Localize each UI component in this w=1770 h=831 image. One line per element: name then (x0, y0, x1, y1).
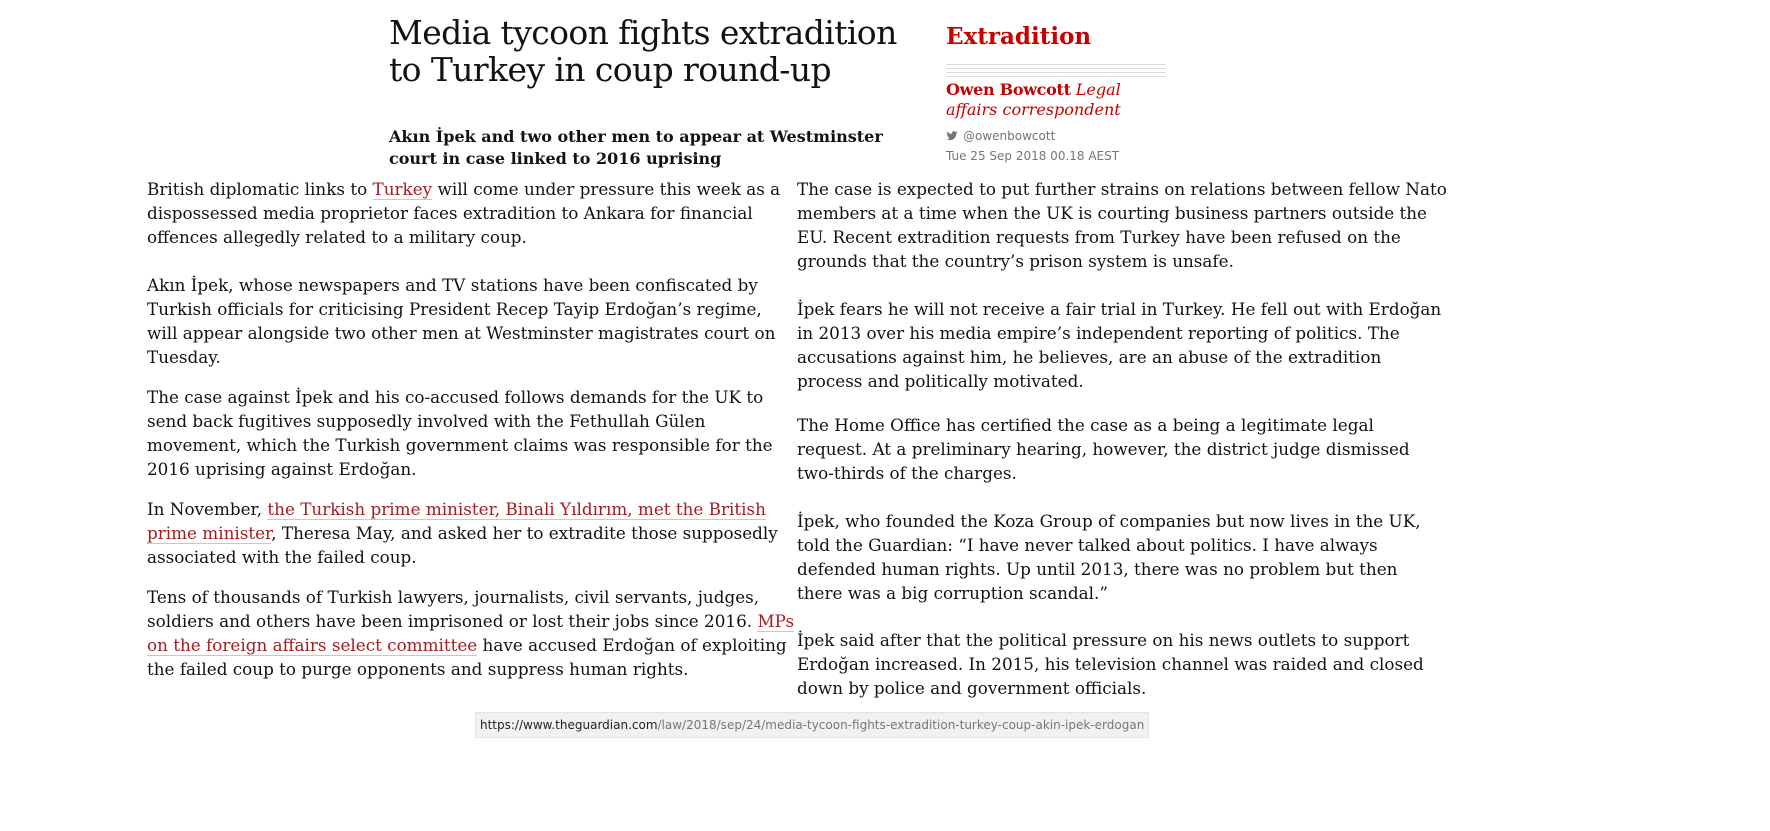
prime-minister-link[interactable]: the Turkish prime minister, Binali Yıldırım, met the British prime minister (147, 499, 766, 543)
section-label[interactable]: Extradition (946, 23, 1092, 50)
paragraph: In November, the Turkish prime minister, Binali Yıldırım, met the British prime minister, Theresa May, and asked her to extradite those supposedly associated with the failed coup. (147, 499, 778, 567)
author-name[interactable]: Owen Bowcott (946, 80, 1071, 99)
status-url (475, 712, 1149, 738)
paragraph: İpek fears he will not receive a fair trial in Turkey. He fell out with Erdoğan in 2013 over his media empire’s independent reporting of politics. The accusations against him, he believes, are an abuse of the extradition process and politically motivated. (797, 299, 1442, 391)
publish-date: Tue 25 Sep 2018 00.18 AEST (946, 149, 1120, 163)
twitter-bird-icon (946, 130, 958, 142)
headline: Media tycoon fights extradition to Turkey in coup round-up (389, 13, 897, 89)
url-path: /law/2018/sep/24/media-tycoon-fights-extradition-turkey-coup-akin-ipek-erdogan (657, 718, 1145, 732)
paragraph: İpek said after that the political pressure on his news outlets to support Erdoğan increased. In 2015, his television channel was raided and closed down by police and government officials. (797, 630, 1424, 698)
standfirst: Akın İpek and two other men to appear at Westminster court in case linked to 2016 uprising (389, 127, 883, 168)
paragraph: The case against İpek and his co-accused follows demands for the UK to send back fugitives supposedly involved with the Fethullah Gülen movement, which the Turkish government claims was responsible for the 2016 uprising against Erdoğan. (147, 387, 773, 479)
paragraph: Tens of thousands of Turkish lawyers, journalists, civil servants, judges, soldiers and others have been imprisoned or lost their jobs since 2016. MPs on the foreign affairs select committee have accused Erdoğan of exploiting the failed coup to purge opponents and suppress human rights. (147, 587, 795, 679)
paragraph: British diplomatic links to Turkey will come under pressure this week as a dispossessed media proprietor faces extradition to Ankara for financial offences allegedly related to a military coup. (147, 179, 781, 247)
committee-link[interactable]: MPs on the foreign affairs select committee (147, 611, 795, 655)
twitter-link[interactable] (946, 128, 1055, 144)
byline (946, 80, 1176, 120)
divider-rules (946, 64, 1166, 78)
twitter-handle: @owenbowcott (963, 129, 1056, 143)
paragraph: The Home Office has certified the case as a being a legitimate legal request. At a preliminary hearing, however, the district judge dismissed two-thirds of the charges. (797, 415, 1410, 483)
turkey-link[interactable]: Turkey (372, 179, 433, 199)
paragraph: İpek, who founded the Koza Group of companies but now lives in the UK, told the Guardian: “I have never talked about politics. I have always defended human rights. Up until 2013, there was no problem but then there was a big corruption scandal.” (797, 511, 1421, 603)
url-host: https://www.theguardian.com (480, 718, 658, 732)
paragraph: Akın İpek, whose newspapers and TV stations have been confiscated by Turkish officials for criticising President Recep Tayip Erdoğan’s regime, will appear alongside two other men at Westminster magistrates court on Tuesday. (147, 275, 776, 367)
paragraph: The case is expected to put further strains on relations between fellow Nato members at a time when the UK is courting business partners outside the EU. Recent extradition requests from Turkey have been refused on the grounds that the country’s prison system is unsafe. (797, 179, 1447, 271)
author-role: Legal affairs correspondent (946, 80, 1121, 119)
